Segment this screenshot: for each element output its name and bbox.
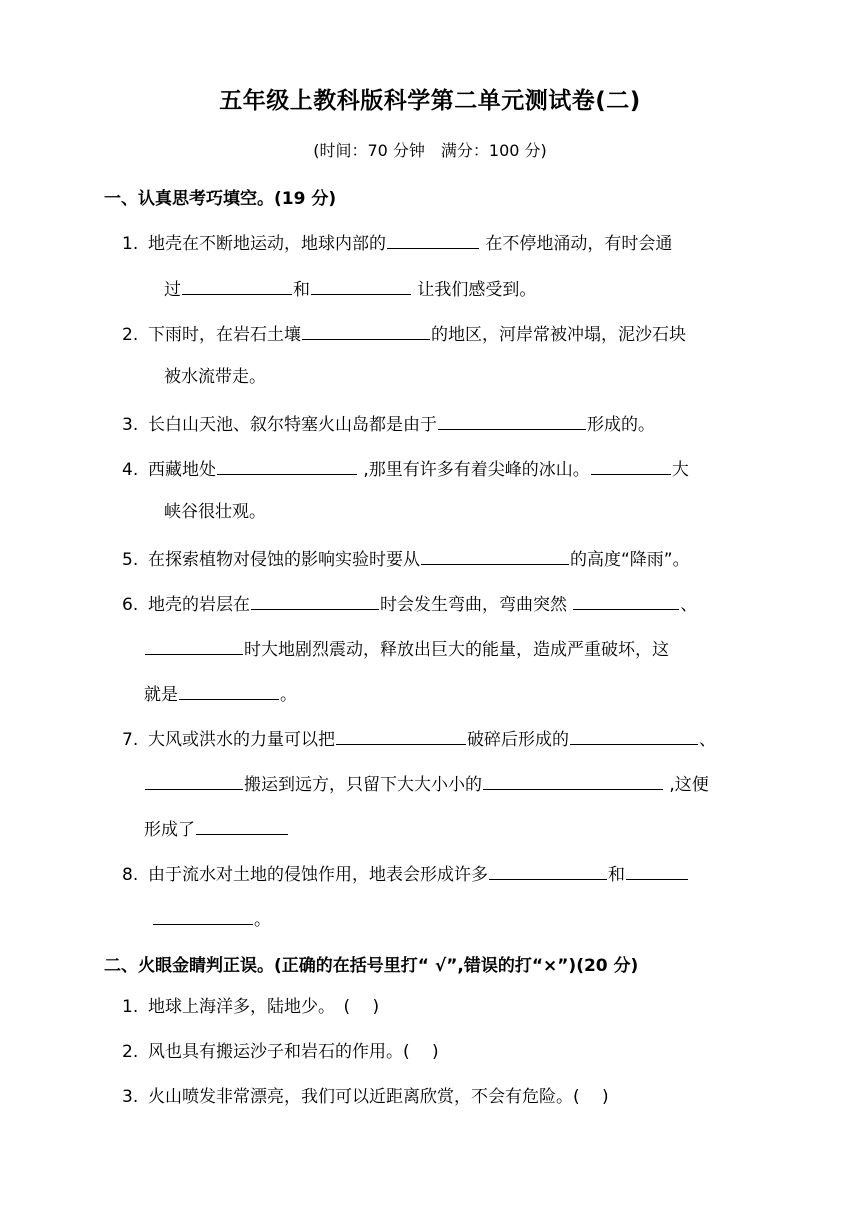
answer-blank[interactable] xyxy=(179,681,279,700)
answer-blank[interactable] xyxy=(489,861,607,880)
question-3: 3. 长白山天池、叙尔特塞火山岛都是由于 形成的。 xyxy=(122,411,655,436)
question-number: 6. xyxy=(122,595,139,615)
question-1-line-2: 过 和 让我们感受到。 xyxy=(164,276,536,301)
answer-blank[interactable] xyxy=(145,636,243,655)
answer-blank[interactable] xyxy=(217,456,357,475)
answer-blank[interactable] xyxy=(302,321,430,340)
answer-blank[interactable] xyxy=(438,411,586,430)
question-number: 5. xyxy=(122,550,139,570)
question-4-line-1: 4. 西藏地处 ,那里有许多有着尖峰的冰山。 大 xyxy=(122,456,689,481)
answer-blank[interactable] xyxy=(626,861,688,880)
question-6-line-2: 时大地剧烈震动，释放出巨大的能量，造成严重破坏，这 xyxy=(144,636,669,661)
answer-blank[interactable] xyxy=(153,906,253,925)
question-4-line-2: 峡谷很壮观。 xyxy=(164,502,266,522)
exam-info: (时间：70 分钟 满分：100 分) xyxy=(313,141,547,160)
answer-blank[interactable] xyxy=(387,230,479,249)
answer-blank[interactable] xyxy=(421,546,569,565)
page-title: 五年级上教科版科学第二单元测试卷(二) xyxy=(219,88,641,114)
answer-blank[interactable] xyxy=(196,816,288,835)
question-number: 7. xyxy=(122,730,139,750)
section-2-heading: 二、火眼金睛判正误。(正确的在括号里打“ √”,错误的打“×”)(20 分) xyxy=(104,956,639,976)
question-2-line-1: 2. 下雨时，在岩石土壤 的地区，河岸常被冲塌，泥沙石块 xyxy=(122,321,686,346)
answer-blank[interactable] xyxy=(591,456,671,475)
judgement-question-1: 1. 地球上海洋多，陆地少。 ( ) xyxy=(122,997,380,1017)
question-6-line-1: 6. 地壳的岩层在 时会发生弯曲，弯曲突然 、 xyxy=(122,591,697,616)
question-number: 3. xyxy=(122,1087,139,1107)
answer-blank[interactable] xyxy=(573,591,679,610)
judgement-question-2: 2. 风也具有搬运沙子和岩石的作用。( ) xyxy=(122,1042,439,1062)
question-8-line-1: 8. 由于流水对土地的侵蚀作用，地表会形成许多 和 xyxy=(122,861,689,886)
question-number: 3. xyxy=(122,415,139,435)
question-6-line-3: 就是 。 xyxy=(144,681,297,706)
question-number: 4. xyxy=(122,460,139,480)
question-1-line-1: 1. 地壳在不断地运动，地球内部的 在不停地涌动，有时会通 xyxy=(122,230,672,255)
answer-blank[interactable] xyxy=(311,276,411,295)
question-number: 8. xyxy=(122,865,139,885)
question-7-line-1: 7. 大风或洪水的力量可以把 破碎后形成的 、 xyxy=(122,726,716,751)
question-5: 5. 在探索植物对侵蚀的影响实验时要从 的高度“降雨”。 xyxy=(122,546,690,571)
answer-blank[interactable] xyxy=(251,591,379,610)
question-8-line-2: 。 xyxy=(152,906,271,931)
question-7-line-3: 形成了 xyxy=(144,816,289,841)
question-number: 1. xyxy=(122,234,139,254)
answer-blank[interactable] xyxy=(483,771,663,790)
section-1-heading: 一、认真思考巧填空。(19 分) xyxy=(104,189,337,209)
question-2-line-2: 被水流带走。 xyxy=(164,367,266,387)
question-number: 1. xyxy=(122,997,139,1017)
question-7-line-2: 搬运到远方，只留下大大小小的 ,这便 xyxy=(144,771,709,796)
judgement-question-3: 3. 火山喷发非常漂亮，我们可以近距离欣赏，不会有危险。( ) xyxy=(122,1087,609,1107)
answer-blank[interactable] xyxy=(182,276,292,295)
answer-blank[interactable] xyxy=(145,771,243,790)
question-number: 2. xyxy=(122,1042,139,1062)
answer-blank[interactable] xyxy=(336,726,466,745)
question-number: 2. xyxy=(122,325,139,345)
answer-blank[interactable] xyxy=(570,726,698,745)
